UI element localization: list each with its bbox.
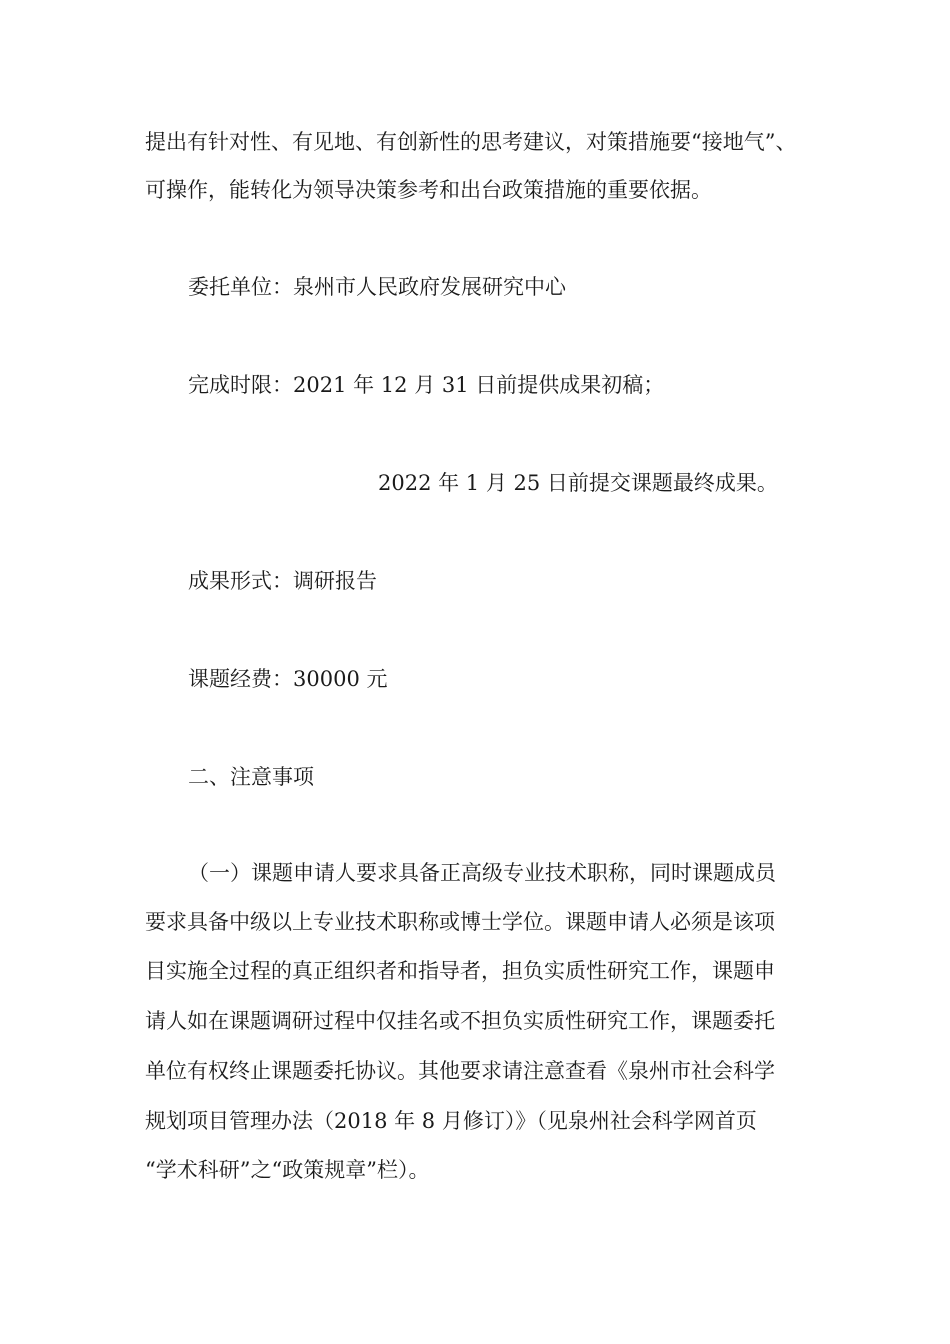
notes-line-5: 单位有权终止课题委托协议。其他要求请注意查看《泉州市社会科学 <box>145 1059 775 1083</box>
intro-line-1: 提出有针对性、有见地、有创新性的思考建议，对策措施要“接地气”、 <box>145 130 797 154</box>
notes-line-1: （一）课题申请人要求具备正高级专业技术职称，同时课题成员 <box>188 861 776 885</box>
deadline-second: 2022 年 1 月 25 日前提交课题最终成果。 <box>378 471 778 495</box>
deadline-first: 完成时限：2021 年 12 月 31 日前提供成果初稿； <box>188 373 665 397</box>
notes-line-4: 请人如在课题调研过程中仅挂名或不担负实质性研究工作，课题委托 <box>145 1009 775 1033</box>
notes-line-6: 规划项目管理办法（2018 年 8 月修订）》（见泉州社会科学网首页 <box>145 1109 757 1133</box>
result-form: 成果形式：调研报告 <box>188 569 377 593</box>
notes-line-7: “学术科研”之“政策规章”栏）。 <box>145 1158 430 1182</box>
intro-line-2: 可操作，能转化为领导决策参考和出台政策措施的重要依据。 <box>145 178 712 202</box>
notes-line-2: 要求具备中级以上专业技术职称或博士学位。课题申请人必须是该项 <box>145 910 775 934</box>
section-heading: 二、注意事项 <box>188 765 314 789</box>
notes-line-3: 目实施全过程的真正组织者和指导者，担负实质性研究工作，课题申 <box>145 959 775 983</box>
entrust-unit: 委托单位：泉州市人民政府发展研究中心 <box>188 275 566 299</box>
funding: 课题经费：30000 元 <box>188 667 388 691</box>
